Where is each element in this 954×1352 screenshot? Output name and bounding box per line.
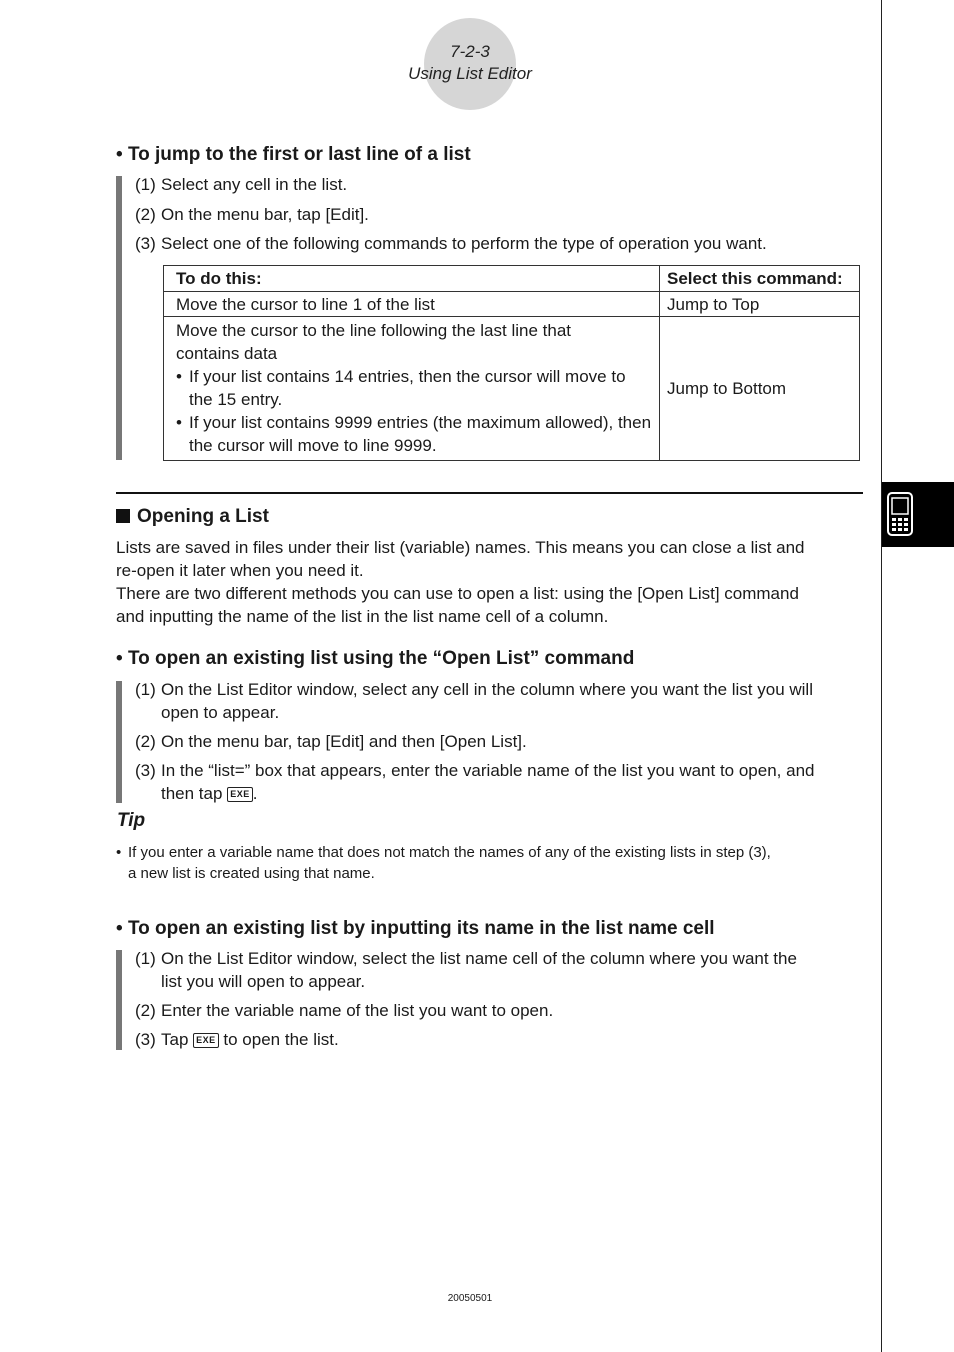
section-title: Using List Editor bbox=[408, 64, 532, 83]
row1-action: Move the cursor to line 1 of the list bbox=[164, 292, 660, 317]
opening-heading: Opening a List bbox=[116, 506, 269, 528]
jump-step-bar bbox=[116, 176, 122, 460]
row2-bullet-1: • If your list contains 14 entries, then the cursor will move to the 15 entry. bbox=[176, 365, 653, 411]
row2-command: Jump to Bottom bbox=[660, 317, 860, 461]
open-command-step-bar bbox=[116, 681, 122, 803]
chapter-tab bbox=[882, 482, 954, 547]
exe-key-icon: EXE bbox=[227, 787, 253, 802]
tip-heading: Tip bbox=[117, 810, 146, 831]
open-name-heading: • To open an existing list by inputting its name in the list name cell bbox=[116, 918, 715, 939]
exe-key-icon: EXE bbox=[193, 1033, 219, 1048]
section-divider bbox=[116, 492, 863, 494]
open-command-heading: • To open an existing list using the “Open List” command bbox=[116, 648, 635, 669]
opening-paragraph-2: There are two different methods you can use to open a list: using the [Open List] command and inputting the name of the list in the list name cell of a column. bbox=[116, 584, 799, 626]
col-header-action: To do this: bbox=[164, 266, 660, 292]
row2-action: Move the cursor to the line following the last line that contains data • If your list contains 14 entries, then the cursor will move to the 15 entry. • If your list contains 9999 entries (the maximum allowed), then the cursor will move to line 9999. bbox=[164, 317, 660, 461]
opening-paragraph-1: Lists are saved in files under their list (variable) names. This means you can close a list and re-open it later when you need it. bbox=[116, 538, 805, 580]
row2-bullet-2: • If your list contains 9999 entries (the maximum allowed), then the cursor will move to line 9999. bbox=[176, 411, 653, 457]
page-number: 7-2-3 bbox=[450, 42, 490, 61]
open-name-step-bar bbox=[116, 950, 122, 1050]
square-bullet-icon bbox=[116, 509, 130, 523]
command-table bbox=[163, 265, 860, 461]
jump-heading: • To jump to the first or last line of a list bbox=[116, 144, 471, 165]
footer-code: 20050501 bbox=[447, 1293, 493, 1304]
table-header-row bbox=[164, 266, 860, 292]
col-header-command: Select this command: bbox=[660, 266, 860, 292]
row1-command: Jump to Top bbox=[660, 292, 860, 317]
table-row bbox=[164, 317, 860, 461]
calculator-icon bbox=[886, 492, 916, 536]
page-right-rule bbox=[881, 0, 882, 1352]
table-row bbox=[164, 292, 860, 317]
